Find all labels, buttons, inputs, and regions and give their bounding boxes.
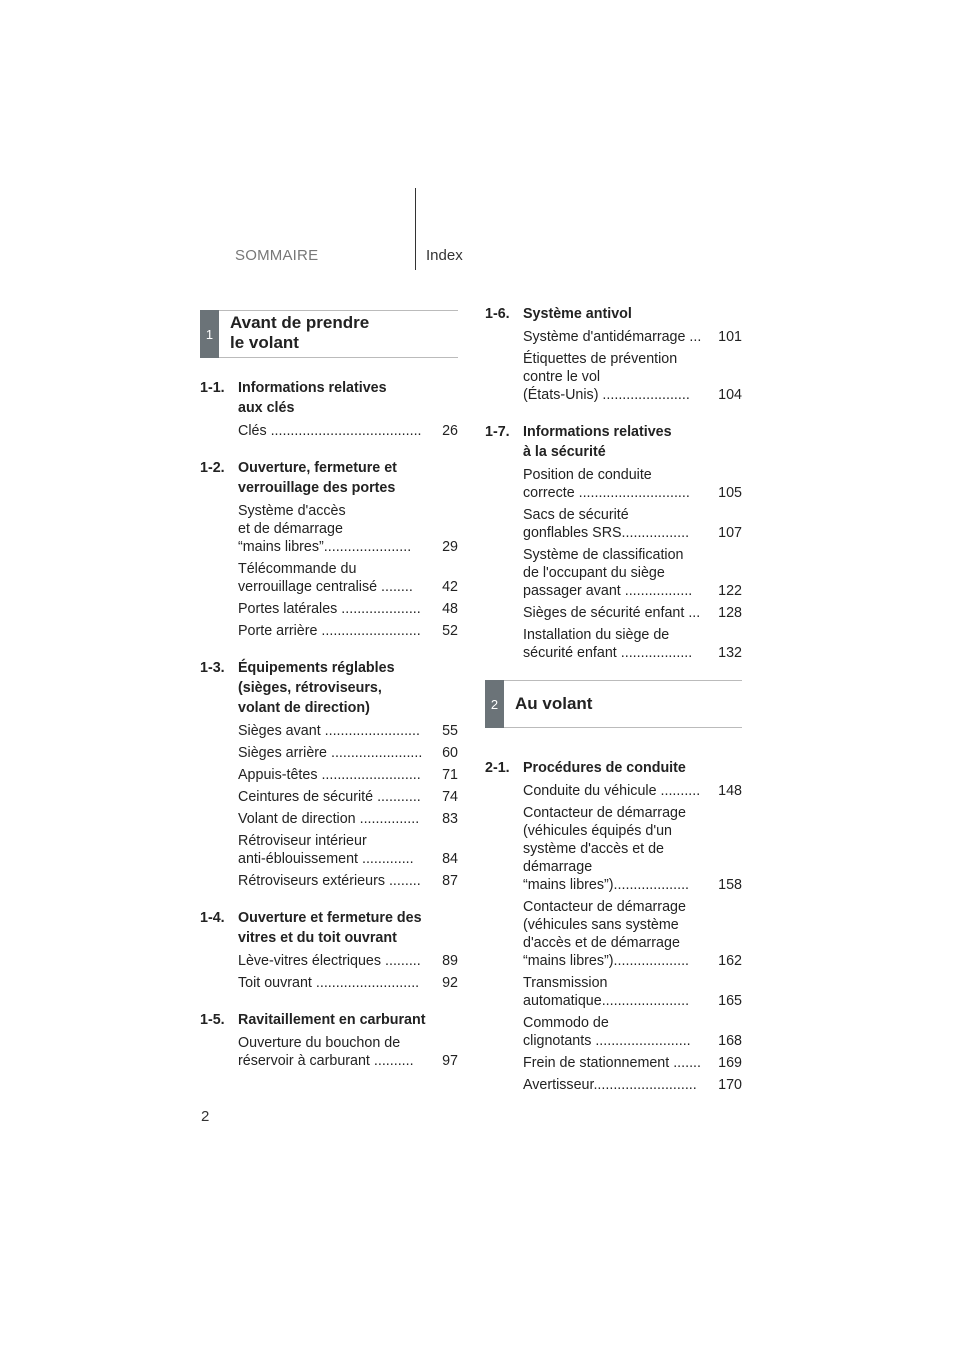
toc-entry-page: 42 (442, 579, 458, 595)
toc-entry-page: 29 (442, 539, 458, 555)
index-link[interactable]: Index (426, 247, 463, 264)
toc-entry[interactable] (523, 1054, 742, 1072)
toc-subsection (485, 422, 742, 662)
toc-entry[interactable] (523, 1076, 742, 1094)
subsection-heading (200, 1010, 458, 1030)
subsection-title: Procédures de conduite (523, 760, 686, 776)
toc-entry-label: Système d'accès et de démarrage “mains libres”...................... (238, 503, 412, 555)
toc-entry[interactable] (238, 766, 458, 784)
nav-divider (415, 188, 416, 270)
subsection-title: Informations relatives aux clés (238, 380, 387, 416)
toc-entry[interactable] (523, 328, 742, 346)
toc-entry-label: Télécommande du verrouillage centralisé ........ (238, 561, 413, 595)
toc-entry-page: 105 (718, 485, 742, 501)
subsection-title: Ravitaillement en carburant (238, 1012, 426, 1028)
toc-entry[interactable] (523, 782, 742, 800)
toc-entry-label: Sièges de sécurité enfant ... (523, 605, 701, 621)
toc-entry-page: 52 (442, 623, 458, 639)
toc-entry-page: 97 (442, 1053, 458, 1069)
subsection-title: Informations relatives à la sécurité (523, 424, 672, 460)
subsection-title: Équipements réglables (sièges, rétroviseurs, volant de direction) (238, 660, 395, 716)
toc-entry-page: 48 (442, 601, 458, 617)
toc-entry[interactable] (523, 546, 742, 600)
toc-entry-label: Sièges avant ........................ (238, 723, 420, 739)
toc-entry[interactable] (523, 626, 742, 662)
toc-entry-label: Système de classification de l'occupant du siège passager avant ................. (523, 547, 693, 599)
toc-entry-label: Ouverture du bouchon de réservoir à carburant .......... (238, 1035, 414, 1069)
toc-entry[interactable] (238, 560, 458, 596)
toc-entry[interactable] (238, 622, 458, 640)
toc-subsection (200, 658, 458, 890)
toc-entry-page: 158 (718, 877, 742, 893)
toc-entry-page: 132 (718, 645, 742, 661)
toc-entry[interactable] (238, 952, 458, 970)
subsection-heading (485, 304, 742, 324)
toc-entry-page: 101 (718, 329, 742, 345)
left-toc-list (200, 378, 458, 1070)
toc-subsection (485, 758, 742, 1094)
right-column (485, 304, 742, 1112)
toc-entry-page: 26 (442, 423, 458, 439)
subsection-heading (200, 378, 458, 418)
toc-entry-page: 122 (718, 583, 742, 599)
subsection-number: 1-5. (200, 1012, 225, 1028)
toc-entry-label: Lève-vitres électriques ......... (238, 953, 421, 969)
toc-entry-page: 162 (718, 953, 742, 969)
subsection-heading (200, 458, 458, 498)
toc-entry-page: 87 (442, 873, 458, 889)
toc-entry-label: Toit ouvrant .......................... (238, 975, 420, 991)
toc-entry-page: 74 (442, 789, 458, 805)
subsection-number: 1-2. (200, 460, 225, 476)
top-navigation (0, 0, 960, 275)
toc-entry[interactable] (238, 810, 458, 828)
right-top-toc-list (485, 304, 742, 662)
subsection-title: Ouverture et fermeture des vitres et du toit ouvrant (238, 910, 422, 946)
toc-entry-label: Porte arrière ......................... (238, 623, 421, 639)
toc-entry[interactable] (238, 788, 458, 806)
toc-entry[interactable] (238, 1034, 458, 1070)
toc-entry[interactable] (523, 506, 742, 542)
toc-entry[interactable] (523, 1014, 742, 1050)
toc-entry-label: Sacs de sécurité gonflables SRS................. (523, 507, 690, 541)
toc-entry-label: Rétroviseur intérieur anti-éblouissement ............. (238, 833, 414, 867)
section-tab-2: 2 (485, 680, 504, 728)
toc-entry-page: 71 (442, 767, 458, 783)
toc-entry[interactable] (523, 604, 742, 622)
toc-entry[interactable] (523, 466, 742, 502)
toc-entry-page: 169 (718, 1055, 742, 1071)
section-tab-1: 1 (200, 310, 219, 358)
toc-entry-label: Sièges arrière ....................... (238, 745, 423, 761)
toc-entry-label: Ceintures de sécurité ........... (238, 789, 421, 805)
subsection-number: 1-3. (200, 660, 225, 676)
toc-entry-page: 170 (718, 1077, 742, 1093)
left-column (200, 310, 458, 1088)
toc-entry[interactable] (238, 722, 458, 740)
section-title-2: Au volant (515, 694, 593, 713)
subsection-number: 1-1. (200, 380, 225, 396)
toc-entry-label: Rétroviseurs extérieurs ........ (238, 873, 421, 889)
subsection-number: 1-6. (485, 306, 510, 322)
toc-entry-page: 104 (718, 387, 742, 403)
toc-entry[interactable] (238, 974, 458, 992)
toc-entry-label: Clés ...................................... (238, 423, 422, 439)
toc-entry-page: 128 (718, 605, 742, 621)
toc-entry[interactable] (238, 600, 458, 618)
section-header-1[interactable] (200, 310, 458, 358)
subsection-heading (200, 908, 458, 948)
toc-entry-label: Transmission automatique...................... (523, 975, 690, 1009)
toc-entry-label: Appuis-têtes ......................... (238, 767, 421, 783)
page-number: 2 (201, 1108, 210, 1125)
subsection-heading (485, 758, 742, 778)
toc-entry-page: 60 (442, 745, 458, 761)
toc-entry-label: Contacteur de démarrage (véhicules équipés d'un système d'accès et de démarrage “mains libres”)................... (523, 805, 690, 893)
subsection-title: Ouverture, fermeture et verrouillage des portes (238, 460, 397, 496)
toc-entry[interactable] (523, 804, 742, 894)
toc-entry-label: Avertisseur.......................... (523, 1077, 697, 1093)
section-header-2[interactable] (485, 680, 742, 728)
toc-entry-page: 55 (442, 723, 458, 739)
toc-entry-page: 83 (442, 811, 458, 827)
toc-entry[interactable] (238, 832, 458, 868)
toc-entry-label: Conduite du véhicule .......... (523, 783, 701, 799)
toc-subsection (485, 304, 742, 404)
toc-entry[interactable] (523, 974, 742, 1010)
toc-entry-label: Commodo de clignotants ........................ (523, 1015, 691, 1049)
toc-entry-label: Position de conduite correcte ............................ (523, 467, 690, 501)
toc-entry-page: 165 (718, 993, 742, 1009)
toc-entry[interactable] (238, 502, 458, 556)
toc-entry[interactable] (238, 872, 458, 890)
toc-subsection (200, 1010, 458, 1070)
toc-entry-label: Volant de direction ............... (238, 811, 420, 827)
toc-entry-label: Contacteur de démarrage (véhicules sans système d'accès et de démarrage “mains libres”)................... (523, 899, 690, 969)
toc-entry-page: 92 (442, 975, 458, 991)
toc-entry-label: Étiquettes de prévention contre le vol (États-Unis) ...................... (523, 351, 690, 403)
toc-entry-label: Portes latérales .................... (238, 601, 421, 617)
toc-entry-label: Frein de stationnement ....... (523, 1055, 702, 1071)
toc-subsection (200, 458, 458, 640)
toc-subsection (200, 908, 458, 992)
toc-entry-page: 89 (442, 953, 458, 969)
toc-entry[interactable] (238, 422, 458, 440)
toc-entry[interactable] (238, 744, 458, 762)
toc-entry-page: 107 (718, 525, 742, 541)
toc-entry-page: 168 (718, 1033, 742, 1049)
subsection-heading (200, 658, 458, 718)
toc-subsection (200, 378, 458, 440)
subsection-heading (485, 422, 742, 462)
toc-entry-label: Installation du siège de sécurité enfant .................. (523, 627, 693, 661)
subsection-title: Système antivol (523, 306, 632, 322)
subsection-number: 1-7. (485, 424, 510, 440)
subsection-number: 1-4. (200, 910, 225, 926)
right-bottom-toc-list (485, 758, 742, 1094)
subsection-number: 2-1. (485, 760, 510, 776)
sommaire-link[interactable]: SOMMAIRE (235, 247, 319, 264)
toc-entry[interactable] (523, 350, 742, 404)
toc-entry-label: Système d'antidémarrage ... (523, 329, 702, 345)
toc-entry-page: 84 (442, 851, 458, 867)
toc-entry[interactable] (523, 898, 742, 970)
section-title-1: Avant de prendre le volant (230, 313, 370, 352)
toc-entry-page: 148 (718, 783, 742, 799)
